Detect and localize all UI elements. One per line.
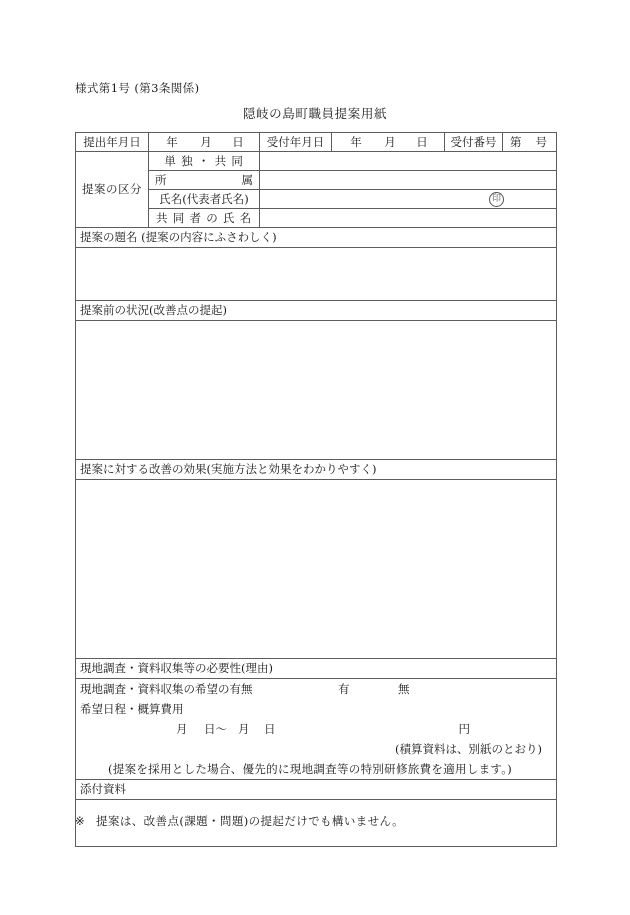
survey-option-no[interactable]: 無 bbox=[398, 681, 410, 696]
category-label: 提案の区分 bbox=[76, 152, 149, 228]
receipt-number-prefix: 第 bbox=[510, 134, 522, 149]
category-row-name bbox=[76, 190, 557, 209]
submit-day-label: 日 bbox=[232, 134, 244, 149]
attachment-heading: 添付資料 bbox=[76, 780, 557, 800]
section-heading-row-necessity bbox=[76, 659, 557, 679]
receipt-number-field[interactable] bbox=[503, 133, 557, 152]
page-title: 隠岐の島町職員提案用紙 bbox=[242, 106, 388, 121]
section-body-title[interactable] bbox=[76, 248, 557, 301]
section-body-row-effect bbox=[76, 480, 557, 659]
section-body-row-title bbox=[76, 248, 557, 301]
section-heading-effect: 提案に対する改善の効果(実施方法と効果をわかりやすく) bbox=[76, 460, 557, 480]
footnote bbox=[75, 813, 404, 829]
submit-date-label: 提出年月日 bbox=[76, 133, 149, 152]
survey-wish-row bbox=[76, 679, 557, 700]
footnote-text: 提案は、改善点(課題・問題)の提起だけでも構いません。 bbox=[96, 814, 405, 828]
coproposer-names-label: 共 同 者 の 氏 名 bbox=[149, 209, 260, 228]
survey-schedule-input-row bbox=[76, 719, 557, 739]
survey-option-yes[interactable]: 有 bbox=[338, 681, 350, 696]
survey-adoption-note-row bbox=[76, 759, 557, 780]
coproposer-names-input[interactable] bbox=[260, 209, 557, 228]
representative-name-input[interactable] bbox=[260, 190, 557, 209]
receipt-year-label: 年 bbox=[350, 134, 362, 149]
section-heading-row-before bbox=[76, 301, 557, 321]
receipt-date-field[interactable] bbox=[332, 133, 445, 152]
footnote-mark: ※ bbox=[75, 814, 86, 828]
submit-month-label: 月 bbox=[200, 134, 212, 149]
section-body-effect[interactable] bbox=[76, 480, 557, 659]
section-heading-title: 提案の題名 (提案の内容にふさわしく) bbox=[76, 228, 557, 248]
receipt-date-label: 受付年月日 bbox=[260, 133, 332, 152]
receipt-month-label: 月 bbox=[384, 134, 396, 149]
date-header-row bbox=[76, 133, 557, 152]
survey-estimate-note-cell bbox=[76, 739, 557, 759]
schedule-day-from: 日～ bbox=[204, 722, 227, 737]
schedule-month-to: 月 bbox=[238, 722, 250, 737]
survey-estimate-note-row bbox=[76, 739, 557, 759]
estimate-note: (積算資料は、別紙のとおり) bbox=[395, 741, 542, 756]
category-type-label: 単 独 ・ 共 同 bbox=[149, 152, 260, 171]
affiliation-label-right: 属 bbox=[241, 172, 253, 187]
section-body-before[interactable] bbox=[76, 321, 557, 460]
affiliation-label-left: 所 bbox=[155, 172, 167, 187]
proposal-form-table bbox=[75, 132, 557, 847]
adoption-note: (提案を採用とした場合、優先的に現地調査等の特別研修旅費を適用します。) bbox=[108, 761, 513, 776]
section-heading-before: 提案前の状況(改善点の提起) bbox=[76, 301, 557, 321]
category-type-input[interactable] bbox=[260, 152, 557, 171]
category-row-type bbox=[76, 152, 557, 171]
receipt-day-label: 日 bbox=[416, 134, 428, 149]
receipt-number-suffix: 号 bbox=[535, 134, 547, 149]
seal-stamp-icon: 印 bbox=[489, 192, 504, 207]
survey-wish-cell[interactable] bbox=[76, 679, 557, 700]
schedule-day-to: 日 bbox=[264, 722, 276, 737]
affiliation-input[interactable] bbox=[260, 171, 557, 190]
section-heading-row-title bbox=[76, 228, 557, 248]
submit-date-field[interactable] bbox=[149, 133, 260, 152]
submit-year-label: 年 bbox=[166, 134, 178, 149]
estimate-currency-unit: 円 bbox=[458, 721, 470, 736]
survey-adoption-note-cell bbox=[76, 759, 557, 780]
receipt-number-label: 受付番号 bbox=[445, 133, 503, 152]
form-code-label: 様式第1号 (第3条関係) bbox=[75, 81, 200, 95]
category-row-coproposers bbox=[76, 209, 557, 228]
attachment-heading-row bbox=[76, 780, 557, 800]
section-heading-necessity: 現地調査・資料収集等の必要性(理由) bbox=[76, 659, 557, 679]
survey-schedule-cell[interactable] bbox=[76, 719, 557, 739]
section-heading-row-effect bbox=[76, 460, 557, 480]
category-row-affiliation bbox=[76, 171, 557, 190]
survey-schedule-label-row bbox=[76, 699, 557, 719]
representative-name-label: 氏名(代表者氏名) bbox=[149, 190, 260, 209]
survey-schedule-label: 希望日程・概算費用 bbox=[76, 699, 557, 719]
section-body-row-before bbox=[76, 321, 557, 460]
schedule-month-from: 月 bbox=[176, 722, 188, 737]
survey-wish-label: 現地調査・資料収集の希望の有無 bbox=[80, 681, 253, 696]
affiliation-label bbox=[149, 171, 260, 190]
